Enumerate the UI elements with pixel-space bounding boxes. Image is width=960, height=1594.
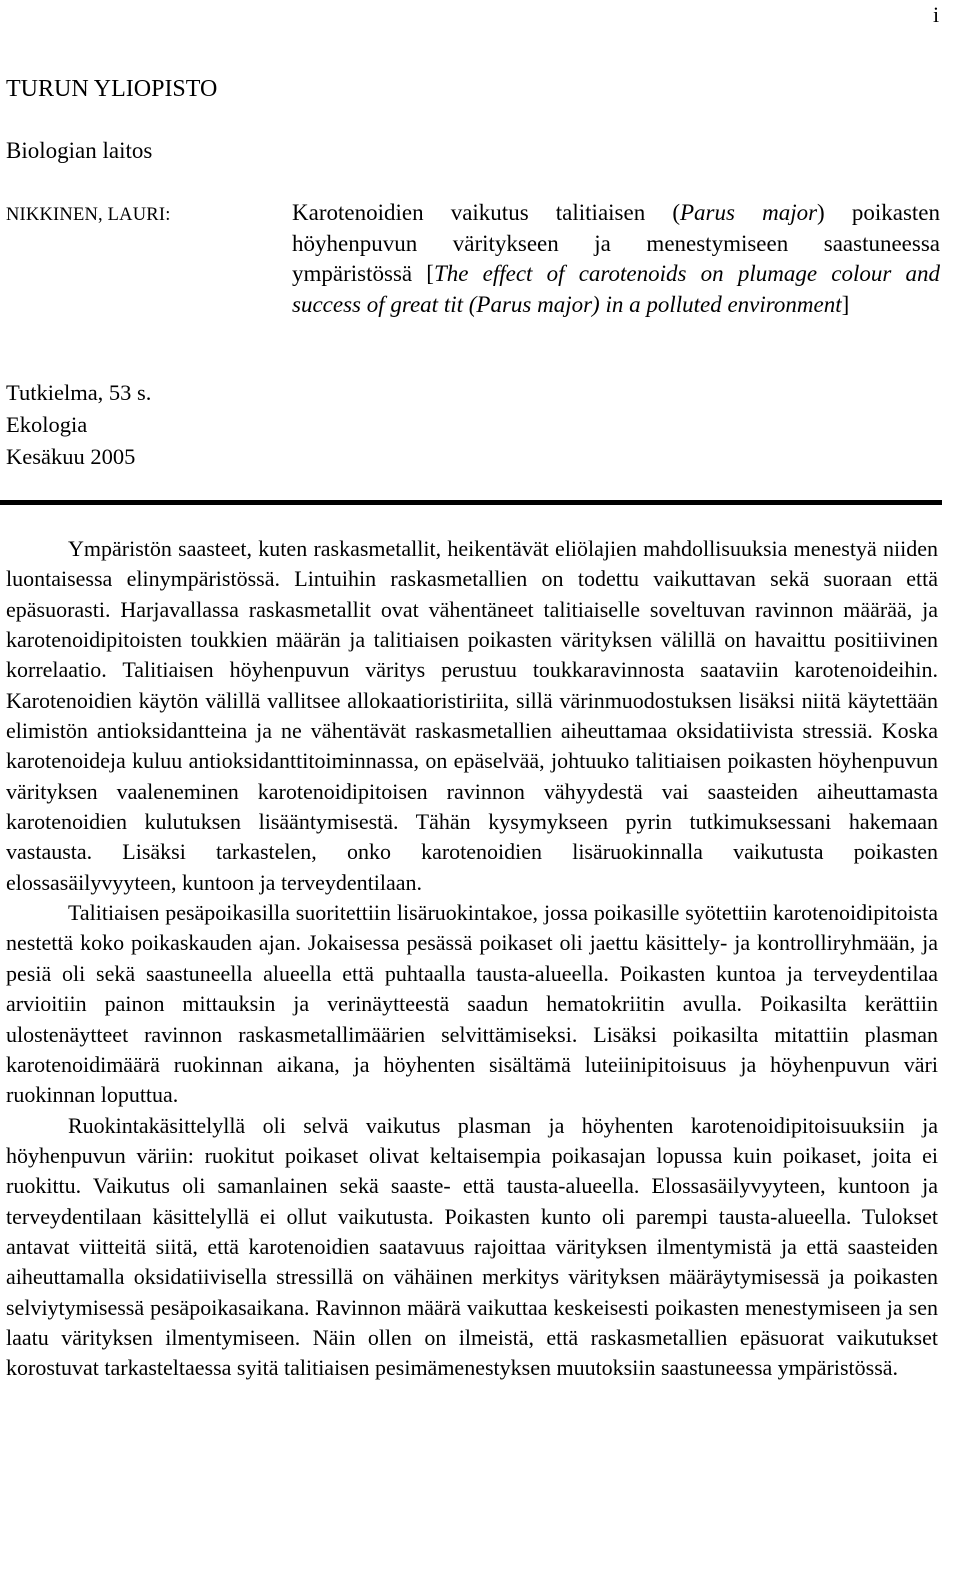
author-name: NIKKINEN, LAURI: — [6, 205, 171, 225]
thesis-date: Kesäkuu 2005 — [6, 444, 136, 469]
title-text: ) poikasten höyhenpuvun väritykseen ja menestymiseen saastuneessa ympäristössä [ — [292, 200, 940, 286]
thesis-metadata — [6, 377, 151, 473]
title-english: The effect of carotenoids on plumage colour and success of great tit (Parus major) in a polluted environment — [292, 261, 940, 317]
abstract-paragraph: Talitiaisen pesäpoikasilla suoritettiin lisäruokintakoe, jossa poikasille syötettiin karotenoidipitoista nestettä koko poikaskauden ajan. Jokaisessa pesässä poikaset oli jaettu käsittely- ja kontrolliryhmään, ja pesiä oli sekä saastuneella alueella että puhtaalla tausta-alueella. Poikasten kuntoa ja terveydentilaa arvioitiin painon mittauksin ja verinäytteestä saadun hematokriitin avulla. Poikasilta kerättiin ulostenäytteet ravinnon raskasmetallimäärien selvittämiseksi. Lisäksi poikasilta mitattiin plasman karotenoidimäärä ruokinnan aikana, ja höyhenten sisältämä luteiinipitoisuus ja höyhenpuvun väri ruokinnan loputtua. — [6, 900, 938, 1108]
title-text: Karotenoidien vaikutus talitiaisen ( — [292, 200, 680, 225]
thesis-type: Tutkielma, 53 s. — [6, 380, 152, 405]
abstract — [6, 534, 938, 1384]
title-species: Parus major — [680, 200, 818, 225]
thesis-title — [292, 198, 940, 320]
page-number: i — [933, 2, 940, 27]
field-of-study: Ekologia — [6, 412, 88, 437]
university-name: TURUN YLIOPISTO — [6, 76, 218, 102]
horizontal-divider — [0, 500, 942, 505]
abstract-paragraph: Ympäristön saasteet, kuten raskasmetallit, heikentävät eliölajien mahdollisuuksia menestyä niiden luontaisessa elinympäristössä. Lintuihin raskasmetallien on todettu vaikuttavan sekä suoraan että epäsuorasti. Harjavallassa raskasmetallit ovat vähentäneet talitiaiselle soveltuvan ravinnon määrää, ja karotenoidipitoisten toukkien määrän ja talitiaisen poikasten värityksen välillä on havaittu positiivinen korrelaatio. Talitiaisen höyhenpuvun väritys perustuu toukkaravinnosta saataviin karotenoideihin. Karotenoidien käytön välillä vallitsee allokaatioristiriita, sillä värinmuodostuksen lisäksi niitä käytettään elimistön antioksidantteina ja ne vähentävät raskasmetallien aiheuttamaa oksidatiivista stressiä. Koska karotenoideja kuluu antioksidanttitoiminnassa, on epäselvää, johtuuko talitiaisen poikasten höyhenpuvun värityksen vaaleneminen karotenoidipitoisen ravinnon vähyydestä vai saasteiden aiheuttamasta karotenoidien kulutuksen lisääntymisestä. Tähän kysymykseen pyrin tutkimuksessani hakemaan vastausta. Lisäksi tarkastelen, onko karotenoidien lisäruokinnalla vaikutusta poikasten elossasäilyvyyteen, kuntoon ja terveydentilaan. — [6, 536, 938, 895]
title-text: ] — [841, 291, 850, 317]
abstract-paragraph: Ruokintakäsittelyllä oli selvä vaikutus plasman ja höyhenten karotenoidipitoisuuksiin ja höyhenpuvun väriin: ruokitut poikaset olivat keltaisempia poikasajan lopussa kuin poikaset, joita ei ruokittu. Vaikutus oli samanlainen sekä saaste- että tausta-alueella. Elossasäilyvyyteen, kuntoon ja terveydentilaan käsittelyllä ei ollut vaikutusta. Poikasten kunto oli parempi tausta-alueella. Tulokset antavat viitteitä siitä, että karotenoidien saatavuus rajoittaa värityksen ilmentymistä ja että saasteiden aiheuttamalla oksidatiivisella stressillä on vähäinen merkitys värityksen määräytymisessä ja poikasten selviytymisessä pesäpoikasaikana. Ravinnon määrä vaikuttaa keskeisesti poikasten menestymiseen ja sen laatu värityksen ilmentymiseen. Näin ollen on ilmeistä, että raskasmetallien epäsuorat vaikutukset korostuvat tarkasteltaessa syitä talitiaisen pesimämenestyksen muutoksiin saastuneessa ympäristössä. — [6, 1112, 938, 1381]
department-name: Biologian laitos — [6, 138, 153, 163]
